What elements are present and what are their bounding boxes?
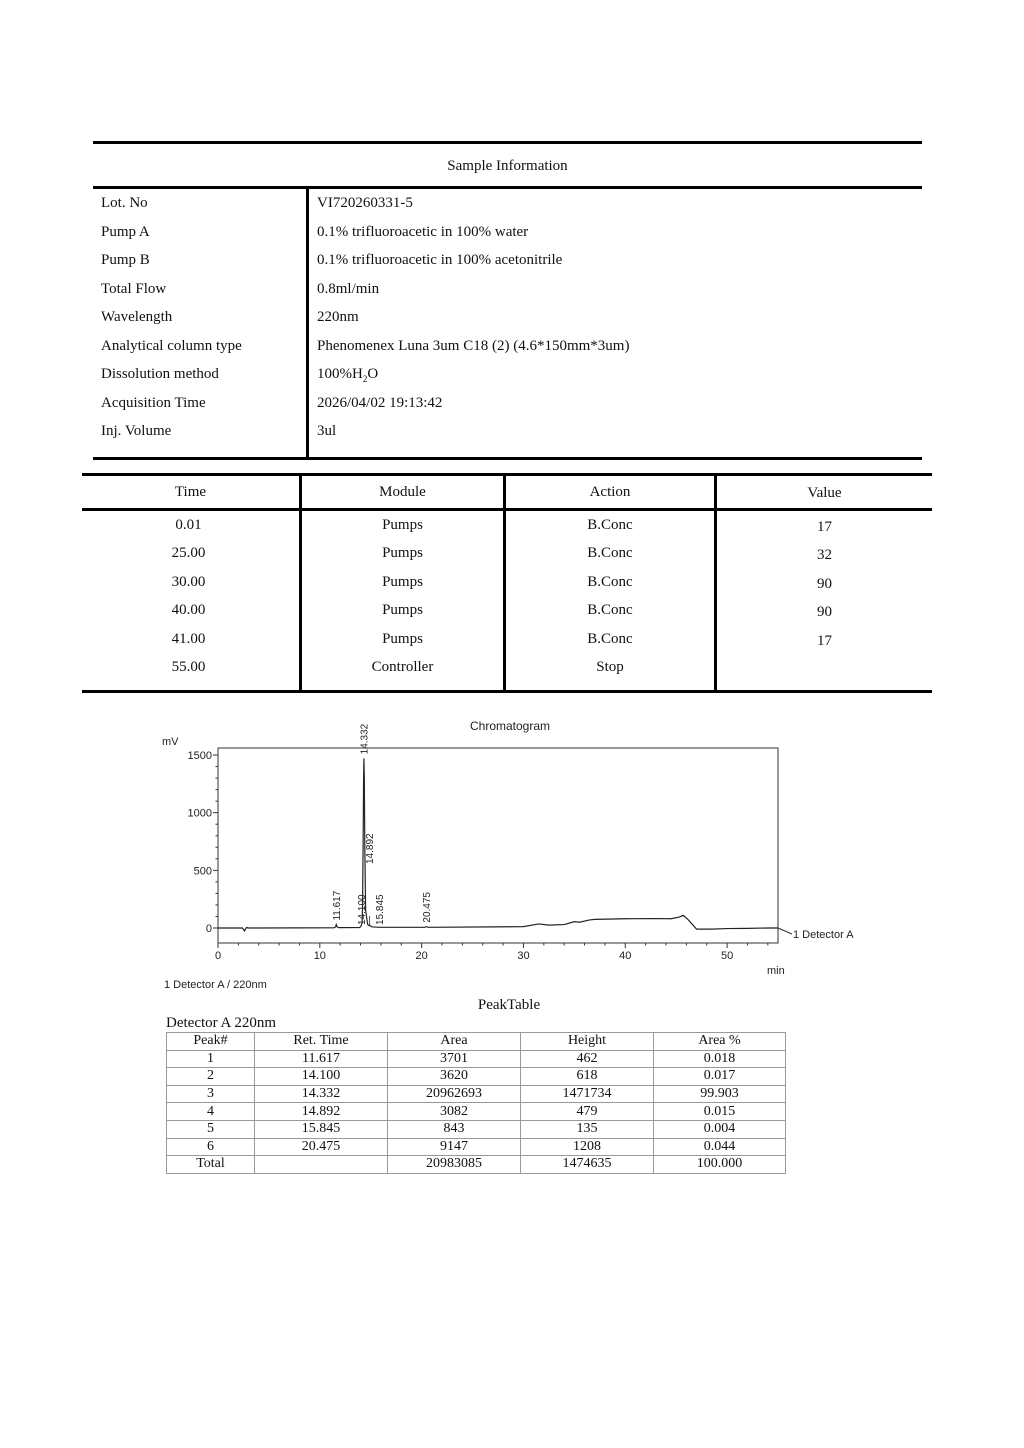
peak-table-cell: 11.617	[255, 1050, 388, 1068]
peak-table-cell: 99.903	[654, 1085, 786, 1103]
gradient-cell-value: 90	[817, 604, 832, 621]
y-axis-label: mV	[162, 736, 179, 748]
peak-table-cell: 2	[167, 1068, 255, 1086]
y-tick-label: 1000	[187, 807, 212, 820]
gradient-cell-value: 17	[817, 632, 832, 649]
gradient-cell-time: 40.00	[171, 602, 206, 619]
detector-leader-line	[778, 928, 792, 934]
peak-table-cell: 100.000	[654, 1156, 786, 1174]
gradient-cell-action: B.Conc	[587, 545, 633, 562]
info-row-column-type	[93, 332, 922, 361]
gradient-cell-module: Pumps	[382, 602, 423, 619]
gradient-cell-time: 55.00	[171, 659, 206, 675]
info-value: 0.1% trifluoroacetic in 100% acetonitrile	[317, 252, 563, 268]
peak-table-row	[167, 1085, 786, 1103]
peak-table-cell: 9147	[388, 1138, 521, 1156]
info-row-inj-volume	[93, 417, 922, 446]
chart-trace-group	[218, 758, 854, 941]
peak-table-cell: 1474635	[521, 1156, 654, 1174]
peak-table-cell: 3	[167, 1085, 255, 1103]
peak-table-cell: 479	[521, 1103, 654, 1121]
info-value: 3ul	[317, 423, 337, 439]
info-row-pump-a	[93, 218, 922, 247]
gradient-cell-value: 17	[817, 519, 832, 535]
peak-table-cell: Total	[167, 1156, 255, 1174]
gradient-cell-action: B.Conc	[587, 573, 633, 590]
gradient-row	[82, 596, 932, 624]
chart-title: Chromatogram	[469, 719, 551, 733]
peak-label: 20.475	[421, 892, 433, 923]
gradient-cell-module: Controller	[371, 659, 434, 675]
peak-table-cell: 14.332	[255, 1085, 388, 1103]
peak-table-row	[167, 1120, 786, 1138]
peak-table-body	[167, 1033, 786, 1174]
peak-label: 14.332	[359, 723, 371, 755]
info-key: Total Flow	[101, 280, 167, 297]
gradient-cell-action: Stop	[596, 659, 624, 675]
peak-table-header-cell: Ret. Time	[255, 1033, 388, 1051]
peak-table-cell: 3701	[388, 1050, 521, 1068]
peak-table-cell	[255, 1156, 388, 1174]
peak-table-row	[167, 1156, 786, 1174]
detector-trace-label: 1 Detector A	[793, 929, 854, 941]
gradient-cell-time: 30.00	[171, 573, 206, 590]
chart-peak-labels	[332, 723, 433, 926]
peak-table-cell: 135	[521, 1120, 654, 1138]
info-key: Lot. No	[101, 195, 148, 211]
info-value: 220nm	[317, 309, 359, 325]
info-row-acquisition-time	[93, 389, 922, 418]
info-value: 2026/04/02 19:13:42	[317, 394, 443, 411]
peak-table	[166, 1032, 786, 1174]
info-value: VI720260331-5	[317, 195, 413, 211]
info-value: 0.1% trifluoroacetic in 100% water	[317, 223, 529, 240]
header-value: Value	[807, 485, 842, 501]
gradient-cell-value: 32	[817, 547, 832, 564]
dissolution-suffix: O	[367, 366, 379, 382]
y-tick-label: 1500	[187, 750, 212, 762]
peak-table-cell: 14.892	[255, 1103, 388, 1121]
info-value: Phenomenex Luna 3um C18 (2) (4.6*150mm*3um)	[317, 337, 630, 354]
peak-table-header-cell: Peak#	[167, 1033, 255, 1051]
peak-table-cell: 5	[167, 1120, 255, 1138]
gradient-cell-action: B.Conc	[587, 517, 633, 533]
peak-table-cell: 0.015	[654, 1103, 786, 1121]
info-key: Pump B	[101, 252, 150, 268]
dissolution-prefix: 100%H	[317, 366, 363, 382]
plot-frame	[218, 748, 778, 943]
gradient-program-table	[82, 473, 932, 693]
peak-table-cell: 20.475	[255, 1138, 388, 1156]
peak-table-cell: 1208	[521, 1138, 654, 1156]
gradient-row	[82, 539, 932, 567]
info-value: 0.8ml/min	[317, 280, 380, 297]
x-tick-label: 30	[517, 950, 530, 962]
peak-table-cell: 6	[167, 1138, 255, 1156]
gradient-cell-module: Pumps	[382, 545, 423, 562]
peak-table-cell: 15.845	[255, 1120, 388, 1138]
sample-information-title: Sample Information	[93, 144, 922, 189]
peak-table-header-cell: Area	[388, 1033, 521, 1051]
peak-table-cell: 1	[167, 1050, 255, 1068]
peak-table-row	[167, 1138, 786, 1156]
peak-table-header-cell: Height	[521, 1033, 654, 1051]
gradient-cell-module: Pumps	[382, 517, 423, 533]
header-time: Time	[174, 484, 207, 500]
peak-table-row	[167, 1103, 786, 1121]
gradient-cell-module: Pumps	[382, 573, 423, 590]
peak-label: 14.892	[365, 833, 377, 864]
peak-table-row	[167, 1050, 786, 1068]
peak-table-header-row	[167, 1033, 786, 1051]
peak-table-cell: 3620	[388, 1068, 521, 1086]
gradient-cell-value: 90	[817, 575, 832, 592]
dissolution-subscript: 2	[362, 374, 368, 384]
peak-table-cell: 0.004	[654, 1120, 786, 1138]
info-key: Acquisition Time	[101, 394, 206, 411]
peak-table-cell: 20983085	[388, 1156, 521, 1174]
peak-label: 14.100	[357, 894, 369, 925]
peak-table-cell: 3082	[388, 1103, 521, 1121]
peak-table-row	[167, 1068, 786, 1086]
info-row-wavelength	[93, 303, 922, 332]
gradient-row	[82, 625, 932, 653]
header-action: Action	[589, 484, 631, 500]
chromatogram	[150, 712, 870, 997]
info-row-lot	[93, 189, 922, 218]
peak-label: 15.845	[374, 894, 386, 925]
info-key: Analytical column type	[101, 337, 242, 354]
y-tick-label: 0	[205, 923, 212, 935]
gradient-row	[82, 511, 932, 539]
gradient-cell-action: B.Conc	[587, 630, 633, 647]
peak-table-cell: 1471734	[521, 1085, 654, 1103]
peak-table-cell: 0.017	[654, 1068, 786, 1086]
y-tick-label: 500	[193, 865, 212, 878]
chart-axes	[188, 748, 778, 962]
gradient-header-row	[82, 476, 932, 511]
peak-table-cell: 843	[388, 1120, 521, 1138]
info-key: Inj. Volume	[101, 423, 172, 439]
gradient-cell-module: Pumps	[382, 630, 423, 647]
sample-information-table	[93, 141, 922, 460]
peak-table-cell: 462	[521, 1050, 654, 1068]
sample-information-rows	[93, 189, 922, 457]
peak-table-cell: 0.018	[654, 1050, 786, 1068]
peak-table-cell: 4	[167, 1103, 255, 1121]
gradient-row	[82, 568, 932, 596]
chromatogram-plot	[150, 712, 870, 997]
info-key: Dissolution method	[101, 366, 219, 382]
gradient-row	[82, 653, 932, 681]
x-tick-label: 40	[619, 950, 632, 962]
peak-table-header-cell: Area %	[654, 1033, 786, 1051]
x-tick-label: 20	[415, 950, 428, 962]
peak-table-cell: 0.044	[654, 1138, 786, 1156]
gradient-body	[82, 511, 932, 690]
peak-table-detector: Detector A 220nm	[166, 1015, 276, 1031]
x-axis-label: min	[767, 965, 785, 977]
peak-table-title: PeakTable	[477, 997, 541, 1013]
info-row-pump-b	[93, 246, 922, 275]
detector-a-trace	[218, 758, 778, 931]
x-tick-label: 10	[313, 950, 326, 962]
x-tick-label: 50	[720, 950, 734, 962]
info-row-total-flow	[93, 275, 922, 304]
peak-table-cell: 20962693	[388, 1085, 521, 1103]
detector-footer-label: 1 Detector A / 220nm	[164, 979, 267, 991]
peak-table-cell: 14.100	[255, 1068, 388, 1086]
gradient-cell-action: B.Conc	[587, 602, 633, 619]
gradient-cell-time: 41.00	[171, 630, 206, 647]
x-tick-label: 0	[214, 950, 222, 962]
peak-label: 11.617	[331, 890, 343, 921]
gradient-cell-time: 0.01	[175, 517, 202, 533]
peak-table-cell: 618	[521, 1068, 654, 1086]
header-module: Module	[379, 484, 426, 500]
info-key: Wavelength	[101, 309, 173, 325]
info-row-dissolution	[93, 360, 922, 389]
info-key: Pump A	[101, 223, 150, 240]
gradient-cell-time: 25.00	[171, 545, 206, 562]
